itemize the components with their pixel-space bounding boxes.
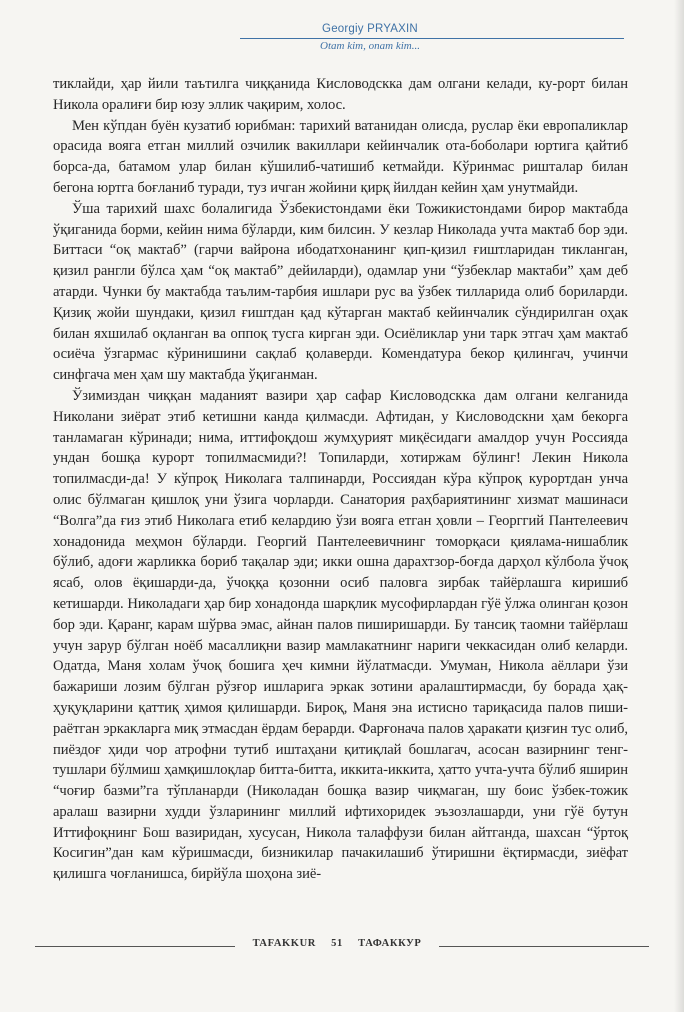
- paragraph: Ўзимиздан чиққан маданият вазири ҳар сафар Кисловодскка дам олгани келганида Николани зиёрат этиб кетишни канда қилмасди. Афтидан, у Кисловодскни ҳам бекорга танламаган кўринади; нима, иттифоқдош жумҳурият миқёсидаги амалдор учун Россияда ундан бошқа курорт топилмасмиди?! Топиларди, хотиржам бўлинг! Лекин Никола топилмасди-да! У кўпроқ Николага талпинарди, Россиядан кўра кўпроқ курортдан унча олис бўлмаган қишлоқ уни ўзига чорларди. Санатория раҳбариятининг хизмат машинаси “Волга”да ғиз этиб Николага етиб келардию ўзи вояга етган ҳовли – Георггий Пантелеевич хонадонида меҳмон бўларди. Георгий Пантелеевичнинг томорқаси қиялама-нишаблик бўлиб, адоғи жарликка бориб тақалар эди; икки ошна дарахтзор-боғда дарҳол кўлбола ўчоқ ясаб, олов ёқишарди-да, ўчоққа қозонни осиб паловга зирбак тайёрлашга киришиб кетишарди. Николадаги ҳар бир хонадонда шарқлик мусофирлардан гўё ўлжа олинган қозон бор эди. Қаранг, карам шўрва эмас, айнан палов пиширишарди. Бу тансиқ таомни тайёрлаш учун зарур бўлган ноёб масаллиқни вазир мамлакатнинг нариги чеккасидан олиб келарди. Одатда, Маня холам ўчоқ бошига ҳеч кимни йўлатмасди. Умуман, Никола аёллари ўзи бажариши лозим бўлган рўзғор ишларига эркак зотини аралаштирмасди, бу борада ҳақ-ҳуқуқларини қаттиқ ҳимоя қилишарди. Бироқ, Маня эна истисно тариқасида палов пишираётган эркакларга миқ этмасдан ёрдам берарди. Фарғонача палов ҳаракати қизғин тус олиб, пиёздоғ ҳиди чор атрофни тутиб иштаҳани қитиқлай бошлагач, асосан вазирнинг тенг-тушлари бўлмиш ҳамқишлоқлар битта-битта, иккита-иккита, ҳатто учта-учта бўлиб яширин “чоғир базми”га тўпланарди (Николадан бошқа вазир чиқмаган, шу боис ўзбек-тожик аралаш вазирни худди ўзларининг миллий ифтихоридек эъзозлашарди, уни гўё бутун Иттифоқнинг Бош вазиридан, хусусан, Никола талаффузи билан айтганда, шахсан “ўртоқ Косигин”дан кам кўришмасди, бизникилар пачакилашиб ўтиришни ёқтирмасди, зиёфат қилишга чоғланишса, бирйўла шоҳона зиё-: [53, 387, 628, 883]
- paragraph-continuation: тиклайди, ҳар йили таътилга чиққанида Кисловодскка дам олгани келади, ку-рорт билан Никола оралиғи бир юзу эллик чақирим, холос.: [53, 76, 628, 113]
- footer-magazine-latin: TAFAKKUR: [252, 938, 316, 949]
- page-edge-shadow: [674, 0, 684, 1012]
- page-number: 51: [331, 938, 343, 949]
- header-author: Georgiy PRYAXIN: [322, 23, 418, 35]
- running-footer: [35, 936, 649, 956]
- header-rule: [240, 38, 624, 39]
- paragraph: Мен кўпдан буён кузатиб юрибман: тарихий ватанидан олисда, руслар ёки европаликлар орасида вояга етган миллий озчилик вакиллари кейинчалик ота-боболари юртига қайтиб борса-да, батамом улар билан кўшилиб-чатишиб кетмайди. Кўринмас ришталар билан бегона юртга боғланиб туради, туз ичган жойини қирқ йилдан кейин ҳам унутмайди.: [53, 117, 628, 196]
- header-subtitle: Otam kim, onam kim...: [320, 40, 420, 52]
- footer-magazine-cyrillic: ТАФАККУР: [358, 938, 422, 949]
- footer-rule-right: [439, 946, 649, 947]
- footer-label-group: [235, 938, 439, 949]
- footer-rule-left: [35, 946, 235, 947]
- paragraph: Ўша тарихий шахс болалигида Ўзбекистондами ёки Тожикистондами бирор мактабда ўқиганида борми, кейин нима бўларди, ким билсин. У кезлар Николада учта мактаб бор эди. Биттаси “оқ мактаб” (гарчи вайрона ибодатхонанинг қип-қизил ғиштларидан тикланган, қизил рангли бўлса ҳам “оқ мактаб” дейиларди), одамлар уни “ўзбеклар мактаби” ҳам деб атарди. Чунки бу мактабда таълим-тарбия ишлари рус ва ўзбек тилларида олиб бориларди. Қизиқ жойи шундаки, қизил ғиштдан қад кўтарган мактаб кейинчалик сўндирилган оҳак билан яхшилаб оқланган ва оппоқ тусга кирган эди. Осиёликлар уни тарк этгач ҳам мактаб осиёча ўзгармас кўринишини сақлаб қолаверди. Комендатура бекор қилингач, учинчи синфгача мен ҳам шу мактабда ўқиганман.: [53, 200, 628, 384]
- running-header: [0, 22, 684, 53]
- article-body: [53, 74, 628, 885]
